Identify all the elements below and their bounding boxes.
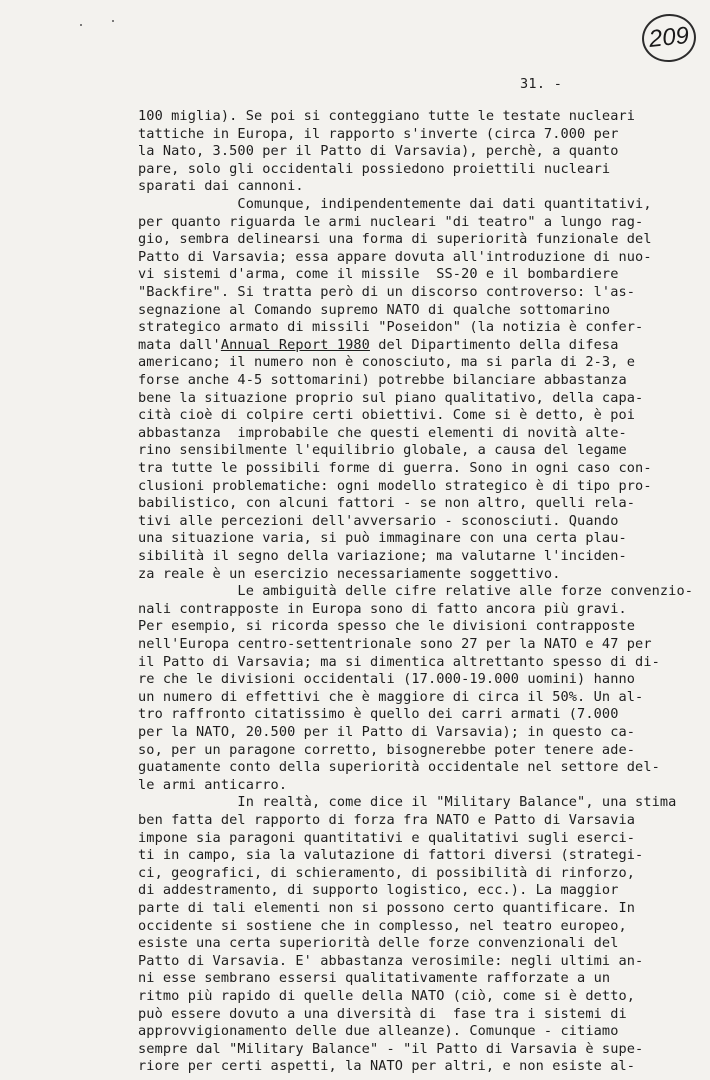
text-line: Le ambiguità delle cifre relative alle forze convenzio-: [138, 583, 694, 600]
text-line: approvvigionamento delle due alleanze). Comunque - citiamo: [138, 1023, 619, 1040]
text-line: babilistico, con alcuni fattori - se non altro, quelli rela-: [138, 495, 636, 512]
text-line: "Backfire". Si tratta però di un discorso controverso: l'as-: [138, 284, 636, 300]
text-line: americano; il numero non è conosciuto, ma si parla di 2-3, e: [138, 354, 636, 371]
text-line: mata dall'Annual Report 1980 del Dipartimento della difesa: [138, 336, 619, 353]
text-line: ben fatta del rapporto di forza fra NATO e Patto di Varsavia: [138, 812, 636, 828]
text-line: clusioni problematiche: ogni modello strategico è di tipo pro-: [138, 477, 652, 494]
text-line: rino sensibilmente l'equilibrio globale, a causa del legame: [138, 442, 627, 459]
text-line: impone sia paragoni quantitativi e qualitativi sugli eserci-: [138, 829, 636, 846]
text-line: bene la situazione proprio sul piano qualitativo, della capa-: [138, 389, 644, 406]
text-line: la Nato, 3.500 per il Patto di Varsavia), perchè, a quanto: [138, 143, 619, 160]
text-line: ni esse sembrano essersi qualitativamente rafforzate a un: [138, 970, 611, 987]
text-line: 100 miglia). Se poi si conteggiano tutte le testate nucleari: [138, 108, 636, 124]
text-line: il Patto di Varsavia; ma si dimentica altrettanto spesso di di-: [138, 653, 660, 670]
text-line: re che le divisioni occidentali (17.000-19.000 uomini) hanno: [138, 671, 636, 688]
text-line: tra tutte le possibili forme di guerra. Sono in ogni caso con-: [138, 460, 652, 476]
page-number: 31. -: [520, 76, 563, 92]
text-line: Comunque, indipendentemente dai dati quantitativi,: [138, 196, 652, 212]
text-line: tro raffronto citatissimo è quello dei carri armati (7.000: [138, 706, 619, 723]
text-line: Patto di Varsavia; essa appare dovuta all'introduzione di nuo-: [138, 248, 652, 265]
text-line: esiste una certa superiorità delle forze convenzionali del: [138, 935, 619, 952]
text-line: nell'Europa centro-settentrionale sono 27 per la NATO e 47 per: [138, 636, 652, 652]
text-line: guatamente conto della superiorità occidentale nel settore del-: [138, 759, 660, 776]
text-line: ritmo più rapido di quelle della NATO (ciò, come si è detto,: [138, 988, 636, 1004]
text-line: ci, geografici, di schieramento, di possibilità di rinforzo,: [138, 864, 636, 881]
text-line: occidente si sostiene che in complesso, nel teatro europeo,: [138, 917, 627, 934]
text-line: tattiche in Europa, il rapporto s'inverte (circa 7.000 per: [138, 125, 619, 142]
text-line: per quanto riguarda le armi nucleari "di teatro" a lungo rag-: [138, 213, 644, 230]
text-line: riore per certi aspetti, la NATO per altri, e non esiste al-: [138, 1058, 636, 1075]
text-line: le armi anticarro.: [138, 776, 288, 793]
text-line: sibilità il segno della variazione; ma valutarne l'inciden-: [138, 548, 627, 564]
text-line: za reale è un esercizio necessariamente soggettivo.: [138, 565, 561, 582]
text-line: Patto di Varsavia. E' abbastanza verosimile: negli ultimi an-: [138, 952, 644, 969]
text-line: sparati dai cannoni.: [138, 178, 304, 195]
text-line: vi sistemi d'arma, come il missile SS-20 e il bombardiere: [138, 266, 619, 283]
scan-speck: [80, 24, 82, 26]
scan-speck: [112, 20, 114, 22]
text-line: sempre dal "Military Balance" - "il Patto di Varsavia è supe-: [138, 1040, 644, 1057]
text-line: gio, sembra delinearsi una forma di superiorità funzionale del: [138, 231, 652, 248]
archive-page-stamp: 209: [640, 11, 699, 64]
text-line: pare, solo gli occidentali possiedono proiettili nucleari: [138, 160, 611, 177]
text-line: parte di tali elementi non si possono certo quantificare. In: [138, 900, 636, 916]
text-line: strategico armato di missili "Poseidon" (la notizia è confer-: [138, 319, 644, 336]
text-line: forse anche 4-5 sottomarini) potrebbe bilanciare abbastanza: [138, 372, 627, 388]
text-line: tivi alle percezioni dell'avversario - sconosciuti. Quando: [138, 512, 619, 529]
text-line: una situazione varia, si può immaginare con una certa plau-: [138, 530, 627, 547]
underlined-title: Annual Report 1980: [220, 336, 370, 353]
text-line: so, per un paragone corretto, bisognerebbe poter tenere ade-: [138, 741, 636, 758]
text-line: un numero di effettivi che è maggiore di circa il 50%. Un al-: [138, 688, 644, 705]
text-line: può essere dovuto a una diversità di fase tra i sistemi di: [138, 1005, 627, 1022]
text-line: per la NATO, 20.500 per il Patto di Varsavia); in questo ca-: [138, 724, 636, 740]
text-line: ti in campo, sia la valutazione di fattori diversi (strategi-: [138, 847, 644, 864]
text-line: cità cioè di colpire certi obiettivi. Come si è detto, è poi: [138, 407, 636, 424]
text-line: di addestramento, di supporto logistico, ecc.). La maggior: [138, 882, 619, 899]
text-line: segnazione al Comando supremo NATO di qualche sottomarino: [138, 301, 611, 318]
text-line: abbastanza improbabile che questi elementi di novità alte-: [138, 424, 627, 441]
text-line: In realtà, come dice il "Military Balance", una stima: [138, 794, 677, 811]
text-line: nali contrapposte in Europa sono di fatto ancora più gravi.: [138, 600, 627, 617]
text-line: Per esempio, si ricorda spesso che le divisioni contrapposte: [138, 618, 636, 635]
